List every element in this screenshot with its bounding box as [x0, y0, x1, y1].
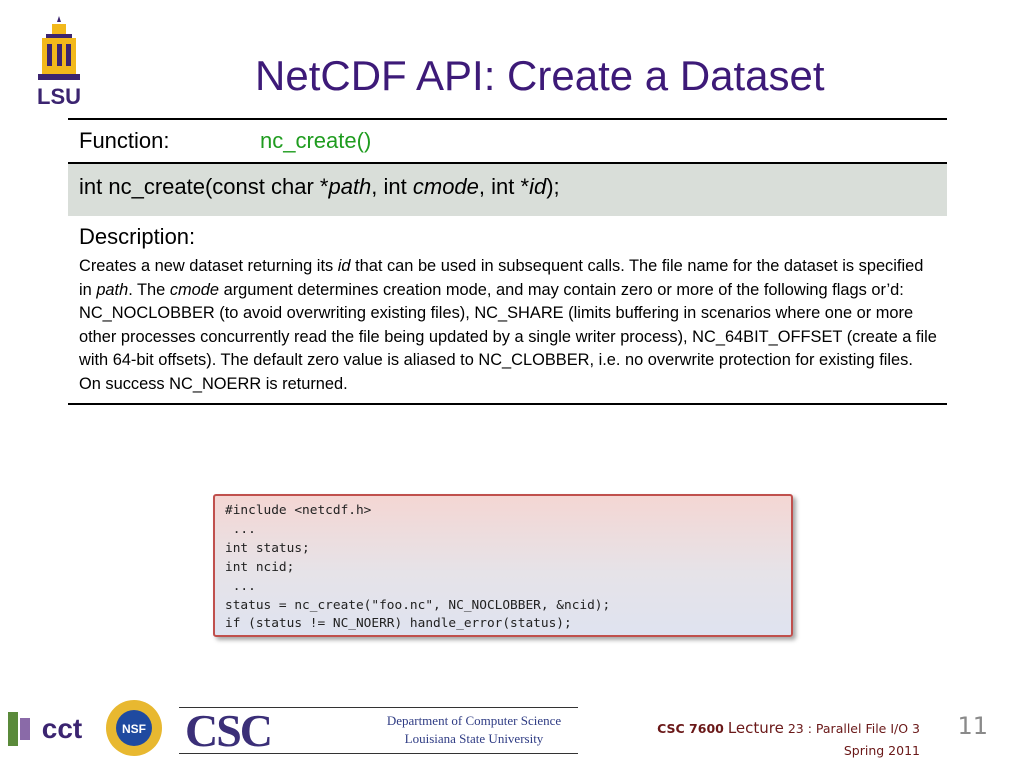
description-fragment: Creates a new dataset returning its — [79, 257, 338, 275]
description-fragment: id — [337, 257, 351, 275]
course-code: CSC 7600 — [657, 721, 724, 736]
course-lecture-word: Lecture — [727, 719, 784, 737]
course-line — [657, 717, 920, 740]
csc-logo-text: CSC — [185, 705, 272, 756]
code-line: int ncid; — [225, 559, 295, 575]
signature-part: , int — [371, 174, 413, 199]
code-line: ... — [225, 521, 256, 537]
api-table — [68, 118, 947, 405]
nsf-logo — [104, 698, 164, 758]
function-row — [68, 118, 947, 164]
lsu-logo — [28, 14, 90, 108]
slide-title: NetCDF API: Create a Dataset — [255, 52, 825, 99]
signature-param-path: path — [328, 174, 372, 199]
code-line: int status; — [225, 540, 310, 556]
university-name: Louisiana State University — [404, 731, 544, 746]
description-heading: Description: — [79, 224, 196, 249]
course-lecture-title: 23 : Parallel File I/O 3 — [787, 721, 920, 736]
cct-logo — [6, 706, 96, 752]
description-fragment: that can be used in subsequent calls. The file name for the dataset is specified in — [79, 257, 924, 299]
code-line: ... — [225, 578, 256, 594]
description-fragment: argument determines creation mode, and may contain zero or more of the following flags or’d: NC_NOCLOBBER (to avoid overwriting existing files), NC_SHARE (limits buffering in scenarios where one or more other processes concurrently read the file being updated by a single writer process), NC_64BIT_OFFSET (create a file with 64-bit offsets). The default zero value is aliased to NC_CLOBBER, i.e. no overwrite protection for existing files. On success NC_NOERR is returned. — [79, 280, 937, 393]
description-section — [68, 216, 947, 405]
function-signature — [68, 164, 947, 216]
description-fragment: cmode — [169, 280, 220, 299]
function-label: Function: — [79, 128, 170, 153]
code-line: #include <netcdf.h> — [225, 503, 372, 518]
page-number: 11 — [957, 712, 988, 740]
code-line: status = nc_create("foo.nc", NC_NOCLOBBER, &ncid); — [225, 597, 611, 613]
footer-logos — [0, 690, 600, 768]
signature-param-cmode: cmode — [412, 174, 479, 199]
code-line: if (status != NC_NOERR) handle_error(status); — [225, 616, 572, 632]
signature-param-id: id — [529, 174, 547, 199]
cct-logo-text: cct — [41, 713, 83, 744]
description-text — [79, 255, 937, 397]
lsu-logo-text: LSU — [37, 84, 81, 108]
code-example — [213, 494, 793, 637]
course-term: Spring 2011 — [843, 743, 920, 758]
nsf-logo-text: NSF — [122, 722, 146, 736]
signature-part: ); — [546, 174, 560, 199]
description-fragment: . The — [128, 280, 170, 299]
code-listing — [225, 502, 781, 634]
signature-part: , int * — [478, 174, 530, 199]
csc-banner — [179, 707, 578, 754]
description-fragment: path — [96, 280, 129, 299]
department-name: Department of Computer Science — [386, 713, 562, 728]
signature-part: int nc_create(const char * — [79, 174, 329, 199]
function-name: nc_create() — [260, 128, 372, 153]
course-info — [657, 717, 920, 762]
